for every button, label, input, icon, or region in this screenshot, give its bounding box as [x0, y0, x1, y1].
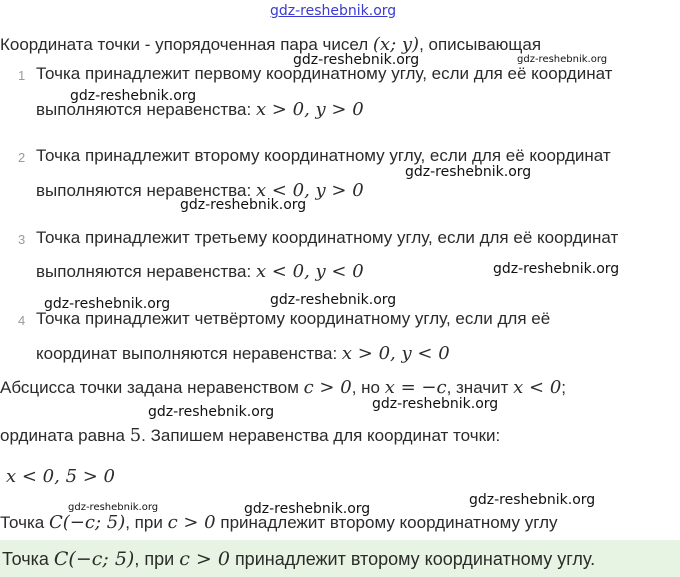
ordinate-text: ордината равна	[0, 426, 125, 445]
intro-line	[0, 34, 541, 55]
watermark: gdz-reshebnik.org	[44, 296, 171, 312]
answer-math: C(−c; 5)	[53, 548, 135, 570]
list-item-math: x > 0, y < 0	[341, 343, 450, 364]
abscissa-text: , значит	[446, 378, 509, 397]
watermark: gdz-reshebnik.org	[405, 164, 532, 180]
ordinate-text: . Запишем неравенства для координат точки:	[141, 426, 501, 445]
list-number: 4	[18, 313, 26, 328]
list-item-label: выполняются неравенства:	[36, 100, 252, 119]
list-item-label: выполняются неравенства:	[36, 262, 252, 281]
abscissa-text: ;	[561, 378, 567, 397]
ordinate-math: 5	[129, 425, 142, 446]
intro-text: Координата точки - упорядоченная пара чисел	[0, 35, 369, 54]
watermark[interactable]: gdz-reshebnik.org	[270, 3, 397, 19]
watermark: gdz-reshebnik.org	[70, 88, 197, 104]
list-number: 1	[18, 68, 26, 83]
conclusion-text: , при	[125, 513, 163, 532]
watermark: gdz-reshebnik.org	[517, 54, 608, 65]
list-item-label: выполняются неравенства:	[36, 181, 252, 200]
abscissa-math: x < 0	[513, 377, 562, 398]
watermark: gdz-reshebnik.org	[148, 404, 275, 420]
intro-math: (x; y)	[372, 34, 420, 55]
list-item-math: x < 0, y > 0	[255, 180, 364, 201]
conclusion-text: принадлежит второму координатному углу	[220, 513, 558, 532]
conclusion-math: c > 0	[167, 512, 216, 533]
answer-text: , при	[134, 549, 175, 569]
answer-text: принадлежит второму координатному углу.	[234, 549, 596, 569]
list-number: 2	[18, 150, 26, 165]
list-item-math: x < 0, y < 0	[255, 261, 364, 282]
answer-math: c > 0	[179, 548, 230, 570]
list-number: 3	[18, 232, 26, 247]
list-item-text: Точка принадлежит первому координатному углу, если для её координат	[36, 64, 613, 83]
answer-text: Точка	[2, 549, 49, 569]
list-item-condition	[36, 343, 450, 364]
ordinate-line	[0, 425, 500, 446]
list-item-text: Точка принадлежит четвёртому координатному углу, если для её	[36, 309, 551, 328]
list-item-condition	[36, 261, 364, 282]
watermark: gdz-reshebnik.org	[244, 501, 371, 517]
list-item-text: Точка принадлежит третьему координатному углу, если для её координат	[36, 228, 619, 247]
conclusion-text: Точка	[0, 513, 45, 532]
inequality-math: x < 0, 5 > 0	[6, 466, 116, 487]
abscissa-line	[0, 377, 566, 398]
watermark: gdz-reshebnik.org	[469, 492, 596, 508]
list-item-label: координат выполняются неравенства:	[36, 344, 338, 363]
watermark: gdz-reshebnik.org	[68, 502, 159, 513]
watermark: gdz-reshebnik.org	[493, 261, 620, 277]
answer-box	[0, 540, 680, 577]
list-item-math: x > 0, y > 0	[255, 99, 364, 120]
watermark: gdz-reshebnik.org	[372, 396, 499, 412]
list-item-text: Точка принадлежит второму координатному углу, если для её координат	[36, 146, 611, 165]
abscissa-text: , но	[351, 378, 380, 397]
conclusion-math: C(−c; 5)	[49, 512, 126, 533]
intro-tail: , описывающая	[419, 35, 542, 54]
abscissa-math: c > 0	[303, 377, 352, 398]
watermark: gdz-reshebnik.org	[293, 52, 420, 68]
watermark: gdz-reshebnik.org	[270, 292, 397, 308]
answer-line	[2, 548, 595, 570]
abscissa-math: x = −c	[384, 377, 447, 398]
abscissa-text: Абсцисса точки задана неравенством	[0, 378, 299, 397]
watermark: gdz-reshebnik.org	[180, 197, 307, 213]
